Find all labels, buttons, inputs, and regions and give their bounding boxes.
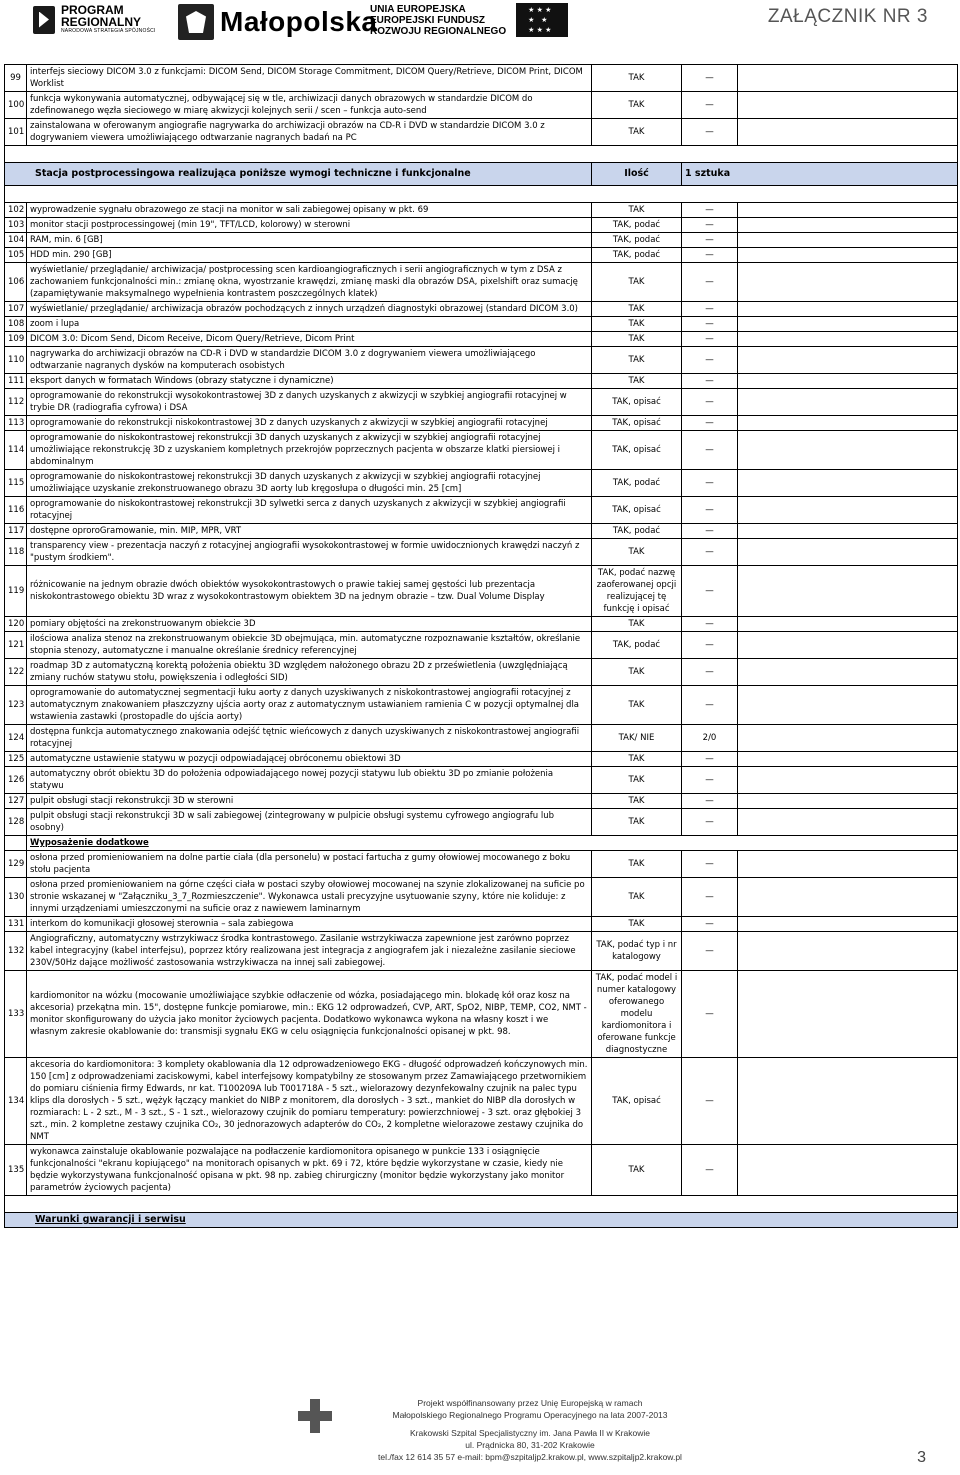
hospital-cross-icon	[298, 1399, 332, 1433]
subheader-row	[5, 836, 958, 851]
row-score: —	[682, 794, 738, 809]
row-number: 134	[5, 1058, 27, 1145]
row-number: 129	[5, 851, 27, 878]
row-description: różnicowanie na jednym obrazie dwóch obiektów wysokokontrastowych o prawie takiej samej gęstości lub prezentacja niskokontrastowego obiektu 3D wraz z wysokokontrastowym obiektem 3D na jednym obrazie – tzw. Dual Volume Display	[27, 566, 592, 617]
row-number: 102	[5, 203, 27, 218]
row-answer-cell	[738, 218, 958, 233]
row-answer-cell	[738, 416, 958, 431]
row-number: 123	[5, 686, 27, 725]
row-requirement: TAK	[592, 686, 682, 725]
row-score: —	[682, 686, 738, 725]
row-number: 104	[5, 233, 27, 248]
row-answer-cell	[738, 809, 958, 836]
row-number: 110	[5, 347, 27, 374]
row-description: roadmap 3D z automatyczną korektą położenia obiektu 3D względem nałożonego obrazu 2D z prześwietlenia (uwzględniającą zmiany ruchów statywu stołu, powiększenia i odległości SID)	[27, 659, 592, 686]
row-score: —	[682, 92, 738, 119]
row-description: HDD min. 290 [GB]	[27, 248, 592, 263]
row-number: 100	[5, 92, 27, 119]
row-description: osłona przed promieniowaniem na górne części ciała w postaci szyby ołowiowej mocowanej na szynie zlokalizowanej na suficie po stronie wskazanej w "Załączniku_3_7_Rozmieszczenie". Wykonawca ustali precyzyjne usytuowanie szyny, które nie koliduje: z innymi urządzeniami umieszczonymi na suficie oraz z nawiewem laminarnym	[27, 878, 592, 917]
row-number: 128	[5, 809, 27, 836]
footer-line1: Projekt współfinansowany przez Unię Europejską w ramach	[417, 1398, 643, 1408]
logo1-line1: PROGRAM	[61, 3, 124, 17]
row-description: kardiomonitor na wózku (mocowanie umożliwiające szybkie odłaczenie od wózka, posiadającego min. blokadę kół oraz kosz na akcesoria) przekątna min. 15", dostępne funkcje pomiarowe, min.: EKG 12 odprowadzeń, CVP, ART, SpO2, NIBP, TEMP, CO2, NMT - monitor skonfigurowany do użycia jako monitor życiowych pacjenta. Dodatkowo wykonawca wykona na własny koszt i we własnym zakresie okablowanie do: transmisji sygnału EKG w celu osiągnięcia funkcjonalności opisanej w pkt. 98.	[27, 971, 592, 1058]
table-row	[5, 119, 958, 146]
row-requirement: TAK, podać	[592, 470, 682, 497]
table-row	[5, 302, 958, 317]
row-number: 101	[5, 119, 27, 146]
row-answer-cell	[738, 617, 958, 632]
row-requirement: TAK	[592, 659, 682, 686]
row-answer-cell	[738, 203, 958, 218]
row-answer-cell	[738, 566, 958, 617]
row-description: automatyczne ustawienie statywu w pozycji odpowiadającej obróconemu obiektowi 3D	[27, 752, 592, 767]
row-requirement: TAK	[592, 752, 682, 767]
table-spacer	[5, 146, 958, 163]
last-section-row	[5, 1213, 958, 1228]
table-row	[5, 752, 958, 767]
row-description: zainstalowana w oferowanym angiografie nagrywarka do archiwizacji obrazów na CD-R i DVD w standardzie DICOM 3.0 z dogrywaniem viewera umożliwiającego odtwarzanie nagranych badań na PC	[27, 119, 592, 146]
row-number: 118	[5, 539, 27, 566]
eu-flag-icon	[516, 3, 568, 37]
row-answer-cell	[738, 851, 958, 878]
table-spacer	[5, 1196, 958, 1213]
row-requirement: TAK/ NIE	[592, 725, 682, 752]
row-description: wykonawca zainstaluje okablowanie pozwalające na podłaczenie kardiomonitora opisanego w punkcie 133 i osiągnięcie funkcjonalności "ekranu kopiującego" na monitorach opisanych w pkt. 69 i 72, które będzie wykorzystane w czasie, kiedy nie będzie wykorzystywana funkcjonalność opisana w pkt. 98 np. zabieg chirurgiczny (monitor będzie wykorzystany jako monitor parametrów życiowych pacjenta)	[27, 1145, 592, 1196]
row-number: 126	[5, 767, 27, 794]
row-description: akcesoria do kardiomonitora: 3 komplety okablowania dla 12 odprowadzeniowego EKG - długość odprowadzeń kończynowych min. 150 [cm] z odprowadzeniami zaciskowymi, kabel interfejsowy kompatybilny ze stosowanym przez Zamawiającego przetwornikiem do pomiaru ciśnienia firmy Edwards, nr kat. T100209A lub T001718A - 5 szt., wielorazowy dezynfekowalny czujnik na palec typu klips dla dorosłych - 5 szt., wężyk łączący mankiet do NIBP z monitorem, dla dorosłych - 3 szt., mankiet do NIBP dla dorosłych w rozmiarach: L - 2 szt., M - 3 szt., S - 1 szt., wielorazowy czujnik do pomiaru temperatury: powierzchniowej - 3 szt. oraz głębokiej 3 szt., min. 2 kompletne zestawy czujnika CO₂, 30 jednorazowych adapterów do CO₂, 2 kompletne wielorazowe zestawy czujnika do NMT	[27, 1058, 592, 1145]
table-row	[5, 470, 958, 497]
row-number: 121	[5, 632, 27, 659]
row-requirement: TAK, opisać	[592, 389, 682, 416]
last-section-title: Warunki gwarancji i serwisu	[5, 1213, 958, 1228]
row-description: RAM, min. 6 [GB]	[27, 233, 592, 248]
table-row	[5, 431, 958, 470]
row-number: 132	[5, 932, 27, 971]
row-number: 114	[5, 431, 27, 470]
row-requirement: TAK, podać	[592, 248, 682, 263]
row-requirement: TAK	[592, 617, 682, 632]
footer-line5: tel./fax 12 614 35 57 e-mail: bpm@szpitaljp2.krakow.pl, www.szpitaljp2.krakow.pl	[378, 1452, 682, 1462]
row-score: —	[682, 497, 738, 524]
row-score: —	[682, 1145, 738, 1196]
row-requirement: TAK, podać	[592, 233, 682, 248]
logo1-sub: NARODOWA STRATEGIA SPÓJNOŚCI	[61, 28, 156, 34]
row-answer-cell	[738, 374, 958, 389]
table-row	[5, 725, 958, 752]
table-row	[5, 794, 958, 809]
row-number: 109	[5, 332, 27, 347]
row-description: nagrywarka do archiwizacji obrazów na CD-R i DVD w standardzie DICOM 3.0 z dogrywaniem viewera umożliwiającego odtwarzanie nagranych dysków na komputerach osobistych	[27, 347, 592, 374]
row-score: 2/0	[682, 725, 738, 752]
row-number: 115	[5, 470, 27, 497]
table-row	[5, 659, 958, 686]
program-logo-icon	[33, 6, 55, 34]
row-description: osłona przed promieniowaniem na dolne partie ciała (dla personelu) w postaci fartucha z gumy ołowiowej mocowanego z boku stołu pacjenta	[27, 851, 592, 878]
table-row	[5, 332, 958, 347]
row-number: 106	[5, 263, 27, 302]
row-answer-cell	[738, 92, 958, 119]
table-row	[5, 971, 958, 1058]
row-description: interkom do komunikacji głosowej sterownia – sala zabiegowa	[27, 917, 592, 932]
row-score: —	[682, 524, 738, 539]
row-score: —	[682, 389, 738, 416]
row-score: —	[682, 203, 738, 218]
row-answer-cell	[738, 1058, 958, 1145]
row-number: 116	[5, 497, 27, 524]
row-score: —	[682, 374, 738, 389]
row-requirement: TAK	[592, 917, 682, 932]
row-number: 111	[5, 374, 27, 389]
row-number: 135	[5, 1145, 27, 1196]
table-row	[5, 524, 958, 539]
row-requirement: TAK, podać	[592, 218, 682, 233]
row-description: wyświetlanie/ przeglądanie/ archiwizacja/ postprocessing scen kardioangiograficznych i serii angiograficznych w tym z DSA z zachowaniem funkcjonalności min.: zmianę okna, wyostrzanie krawędzi, zmianę maski dla obrazów DSA, pixelshift oraz sumację (zapamiętywanie maksymalnego wypełnienia kontrastem poszczególnych klatek)	[27, 263, 592, 302]
table-row	[5, 767, 958, 794]
row-answer-cell	[738, 65, 958, 92]
row-answer-cell	[738, 302, 958, 317]
row-score: —	[682, 878, 738, 917]
row-score: —	[682, 248, 738, 263]
row-answer-cell	[738, 233, 958, 248]
row-requirement: TAK	[592, 332, 682, 347]
row-score: —	[682, 302, 738, 317]
malopolska-logo	[178, 4, 377, 40]
section-qty-label: Ilość	[592, 163, 682, 186]
table-row	[5, 218, 958, 233]
row-requirement: TAK, podać	[592, 524, 682, 539]
row-requirement: TAK	[592, 92, 682, 119]
row-number: 119	[5, 566, 27, 617]
page-footer	[0, 1385, 960, 1475]
row-answer-cell	[738, 317, 958, 332]
row-answer-cell	[738, 767, 958, 794]
row-requirement: TAK, podać nazwę zaoferowanej opcji realizującej tę funkcję i opisać	[592, 566, 682, 617]
row-number: 122	[5, 659, 27, 686]
row-number: 127	[5, 794, 27, 809]
row-number: 113	[5, 416, 27, 431]
table-row	[5, 389, 958, 416]
row-answer-cell	[738, 263, 958, 302]
table-row	[5, 539, 958, 566]
subheader-title: Wyposażenie dodatkowe	[27, 836, 958, 851]
row-description: oprogramowanie do niskokontrastowej rekonstrukcji 3D sylwetki serca z danych uzyskanych z akwizycji w szybkiej angiografii rotacyjnej	[27, 497, 592, 524]
row-requirement: TAK, podać	[592, 632, 682, 659]
table-row	[5, 233, 958, 248]
row-description: oprogramowanie do automatycznej segmentacji łuku aorty z danych uzyskiwanych z niskokontrastowej angiografii rotacyjnej z automatycznym znakowaniem płaszczyzny ujścia aorty oraz z automatycznym ustawianiem ramienia C w pozycji optymalnej dla wstawienia zastawki (prostopadle do ujścia aorty)	[27, 686, 592, 725]
row-requirement: TAK, opisać	[592, 497, 682, 524]
row-requirement: TAK	[592, 767, 682, 794]
row-score: —	[682, 767, 738, 794]
row-answer-cell	[738, 332, 958, 347]
row-score: —	[682, 932, 738, 971]
table-row	[5, 686, 958, 725]
row-answer-cell	[738, 971, 958, 1058]
row-score: —	[682, 263, 738, 302]
row-answer-cell	[738, 659, 958, 686]
row-answer-cell	[738, 752, 958, 767]
row-score: —	[682, 65, 738, 92]
row-score: —	[682, 851, 738, 878]
table-row	[5, 566, 958, 617]
footer-line4: ul. Prądnicka 80, 31-202 Krakowie	[465, 1440, 595, 1450]
row-answer-cell	[738, 497, 958, 524]
table-row	[5, 248, 958, 263]
row-number: 131	[5, 917, 27, 932]
table-row	[5, 1145, 958, 1196]
row-requirement: TAK, podać model i numer katalogowy oferowanego modelu kardiomonitora i oferowane funkcje diagnostyczne	[592, 971, 682, 1058]
table-row	[5, 92, 958, 119]
row-number: 133	[5, 971, 27, 1058]
row-requirement: TAK	[592, 851, 682, 878]
row-requirement: TAK	[592, 263, 682, 302]
row-score: —	[682, 119, 738, 146]
table-row	[5, 851, 958, 878]
row-score: —	[682, 332, 738, 347]
row-description: Angiograficzny, automatyczny wstrzykiwacz środka kontrastowego. Zasilanie wstrzykiwacza zapewnione jest zarówno poprzez kabel integracyjny (kabel interfejsu), poprzez który realizowana jest integracja z angiografem jak i niezależne zasilanie sieciowe 230V/50Hz dające możliwość zastosowania wstrzykiwacza na innej sali zabiegowej.	[27, 932, 592, 971]
row-requirement: TAK, opisać	[592, 431, 682, 470]
row-description: dostępna funkcja automatycznego znakowania odejść tętnic wieńcowych z danych uzyskiwanych z niskokontrastowej angiografii rotacyjnej	[27, 725, 592, 752]
table-row	[5, 617, 958, 632]
row-answer-cell	[738, 539, 958, 566]
row-requirement: TAK	[592, 65, 682, 92]
logo3-line3: ROZWOJU REGIONALNEGO	[370, 25, 507, 37]
table-row	[5, 497, 958, 524]
row-description: pomiary objętości na zrekonstruowanym obiekcie 3D	[27, 617, 592, 632]
section-qty-value: 1 sztuka	[682, 163, 958, 186]
table-row	[5, 203, 958, 218]
row-description: dostępne oproroGramowanie, min. MIP, MPR, VRT	[27, 524, 592, 539]
row-score: —	[682, 317, 738, 332]
row-answer-cell	[738, 1145, 958, 1196]
row-requirement: TAK	[592, 119, 682, 146]
row-requirement: TAK, podać typ i nr katalogowy	[592, 932, 682, 971]
row-description: automatyczny obrót obiektu 3D do położenia odpowiadającego nowej pozycji statywu lub obiektu 3D po zmianie położenia statywu	[27, 767, 592, 794]
row-description: pulpit obsługi stacji rekonstrukcji 3D w sterowni	[27, 794, 592, 809]
row-description: zoom i lupa	[27, 317, 592, 332]
row-answer-cell	[738, 932, 958, 971]
row-requirement: TAK, opisać	[592, 1058, 682, 1145]
row-score: —	[682, 566, 738, 617]
specification-table	[4, 64, 958, 1228]
row-description: DICOM 3.0: Dicom Send, Dicom Receive, Dicom Query/Retrieve, Dicom Print	[27, 332, 592, 347]
footer-line3: Krakowski Szpital Specjalistyczny im. Jana Pawła II w Krakowie	[410, 1428, 650, 1438]
row-score: —	[682, 416, 738, 431]
row-requirement: TAK	[592, 374, 682, 389]
row-number: 103	[5, 218, 27, 233]
row-score: —	[682, 659, 738, 686]
table-row	[5, 632, 958, 659]
row-answer-cell	[738, 524, 958, 539]
row-score: —	[682, 809, 738, 836]
table-row	[5, 932, 958, 971]
row-score: —	[682, 470, 738, 497]
row-answer-cell	[738, 878, 958, 917]
program-regionalny-logo	[33, 4, 156, 35]
table-row	[5, 917, 958, 932]
row-requirement: TAK	[592, 317, 682, 332]
table-row	[5, 263, 958, 302]
logo1-line2: REGIONALNY	[61, 15, 142, 29]
row-number: 112	[5, 389, 27, 416]
row-answer-cell	[738, 248, 958, 263]
row-score: —	[682, 632, 738, 659]
row-score: —	[682, 539, 738, 566]
row-number: 108	[5, 317, 27, 332]
row-requirement: TAK, opisać	[592, 416, 682, 431]
table-row	[5, 374, 958, 389]
table-row	[5, 809, 958, 836]
logo3-line1: UNIA EUROPEJSKA	[370, 3, 466, 15]
row-description: wyprowadzenie sygnału obrazowego ze stacji na monitor w sali zabiegowej opisany w pkt. 69	[27, 203, 592, 218]
row-score: —	[682, 917, 738, 932]
row-requirement: TAK	[592, 203, 682, 218]
row-score: —	[682, 1058, 738, 1145]
table-row	[5, 878, 958, 917]
row-requirement: TAK	[592, 539, 682, 566]
row-answer-cell	[738, 347, 958, 374]
eu-logo	[370, 3, 568, 37]
row-answer-cell	[738, 725, 958, 752]
row-description: monitor stacji postprocessingowej (min 19", TFT/LCD, kolorowy) w sterowni	[27, 218, 592, 233]
footer-line2: Małopolskiego Regionalnego Programu Operacyjnego na lata 2007-2013	[392, 1410, 668, 1420]
row-answer-cell	[738, 632, 958, 659]
table-row	[5, 416, 958, 431]
table-spacer	[5, 186, 958, 203]
page-header	[0, 0, 960, 48]
row-description: funkcja wykonywania automatycznej, odbywającej się w tle, archiwizacji danych obrazowych w standardzie DICOM do zdefinowanego węzła sieciowego w miarę akwizycji kolejnych serii / scen – funkcja auto-send	[27, 92, 592, 119]
malopolska-crest-icon	[178, 4, 214, 40]
row-description: oprogramowanie do rekonstrukcji niskokontrastowej 3D z danych uzyskanych z akwizycji w szybkiej angiografii rotacyjnej	[27, 416, 592, 431]
row-number: 117	[5, 524, 27, 539]
row-description: transparency view - prezentacja naczyń z rotacyjnej angiografii wysokokontrastowej w formie uwidocznionych krawędzi naczyń z "pustym środkiem".	[27, 539, 592, 566]
section-title: Stacja postprocessingowa realizująca poniższe wymogi techniczne i funkcjonalne	[5, 163, 592, 186]
row-description: oprogramowanie do niskokontrastowej rekonstrukcji 3D danych uzyskanych z akwizycji w szybkiej angiografii rotacyjnej umożliwiające rekonstrukcję 3D z uzyskaniem kompletnych przekrojów poprzecznych pacjenta w obszarze klatki piersiowej i abdominalnym	[27, 431, 592, 470]
row-description: wyświetlanie/ przeglądanie/ archiwizacja obrazów pochodzących z innych urządzeń diagnostyki obrazowej (standard DICOM 3.0)	[27, 302, 592, 317]
row-score: —	[682, 218, 738, 233]
row-answer-cell	[738, 431, 958, 470]
row-number: 107	[5, 302, 27, 317]
row-number: 105	[5, 248, 27, 263]
row-answer-cell	[738, 917, 958, 932]
row-description: eksport danych w formatach Windows (obrazy statyczne i dynamiczne)	[27, 374, 592, 389]
row-requirement: TAK	[592, 809, 682, 836]
row-answer-cell	[738, 119, 958, 146]
row-requirement: TAK	[592, 794, 682, 809]
attachment-label: ZAŁĄCZNIK NR 3	[767, 6, 928, 27]
row-answer-cell	[738, 389, 958, 416]
row-number: 130	[5, 878, 27, 917]
row-score: —	[682, 431, 738, 470]
row-score: —	[682, 347, 738, 374]
table-row	[5, 65, 958, 92]
table-row	[5, 317, 958, 332]
row-requirement: TAK	[592, 302, 682, 317]
row-answer-cell	[738, 686, 958, 725]
row-number: 99	[5, 65, 27, 92]
logo3-line2: EUROPEJSKI FUNDUSZ	[370, 14, 486, 26]
row-description: oprogramowanie do niskokontrastowej rekonstrukcji 3D danych uzyskanych z akwizycji w szybkiej angiografii rotacyjnej umożliwiające uzyskanie zrekonstruowanego obrazu 3D aorty lub kręgosłupa o długości min. 25 [cm]	[27, 470, 592, 497]
row-number: 125	[5, 752, 27, 767]
row-requirement: TAK	[592, 347, 682, 374]
row-answer-cell	[738, 470, 958, 497]
row-score: —	[682, 617, 738, 632]
row-requirement: TAK	[592, 1145, 682, 1196]
section-header-row	[5, 163, 958, 186]
table-row	[5, 1058, 958, 1145]
row-number: 124	[5, 725, 27, 752]
row-description: ilościowa analiza stenoz na zrekonstruowanym obiekcie 3D obejmująca, min. automatyczne rozpoznawanie kształtów, określanie stopnia stenozy, automatyczne i manualne określanie średnicy referencyjnej	[27, 632, 592, 659]
row-score: —	[682, 233, 738, 248]
row-requirement: TAK	[592, 878, 682, 917]
row-answer-cell	[738, 794, 958, 809]
row-description: oprogramowanie do rekonstrukcji wysokokontrastowej 3D z danych uzyskanych z akwizycji w szybkiej angiografii rotacyjnej w trybie DR (radiografia cyfrowa) i DSA	[27, 389, 592, 416]
table-row	[5, 347, 958, 374]
page-number: 3	[917, 1449, 926, 1466]
row-description: interfejs sieciowy DICOM 3.0 z funkcjami: DICOM Send, DICOM Storage Commitment, DICOM Query/Retrieve, DICOM Print, DICOM Worklist	[27, 65, 592, 92]
logo2-text: Małopolska	[220, 6, 378, 37]
row-score: —	[682, 752, 738, 767]
row-score: —	[682, 971, 738, 1058]
row-description: pulpit obsługi stacji rekonstrukcji 3D w sali zabiegowej (zintegrowany w pulpicie obsługi systemu cyfrowego angiografu lub osobny)	[27, 809, 592, 836]
row-number: 120	[5, 617, 27, 632]
